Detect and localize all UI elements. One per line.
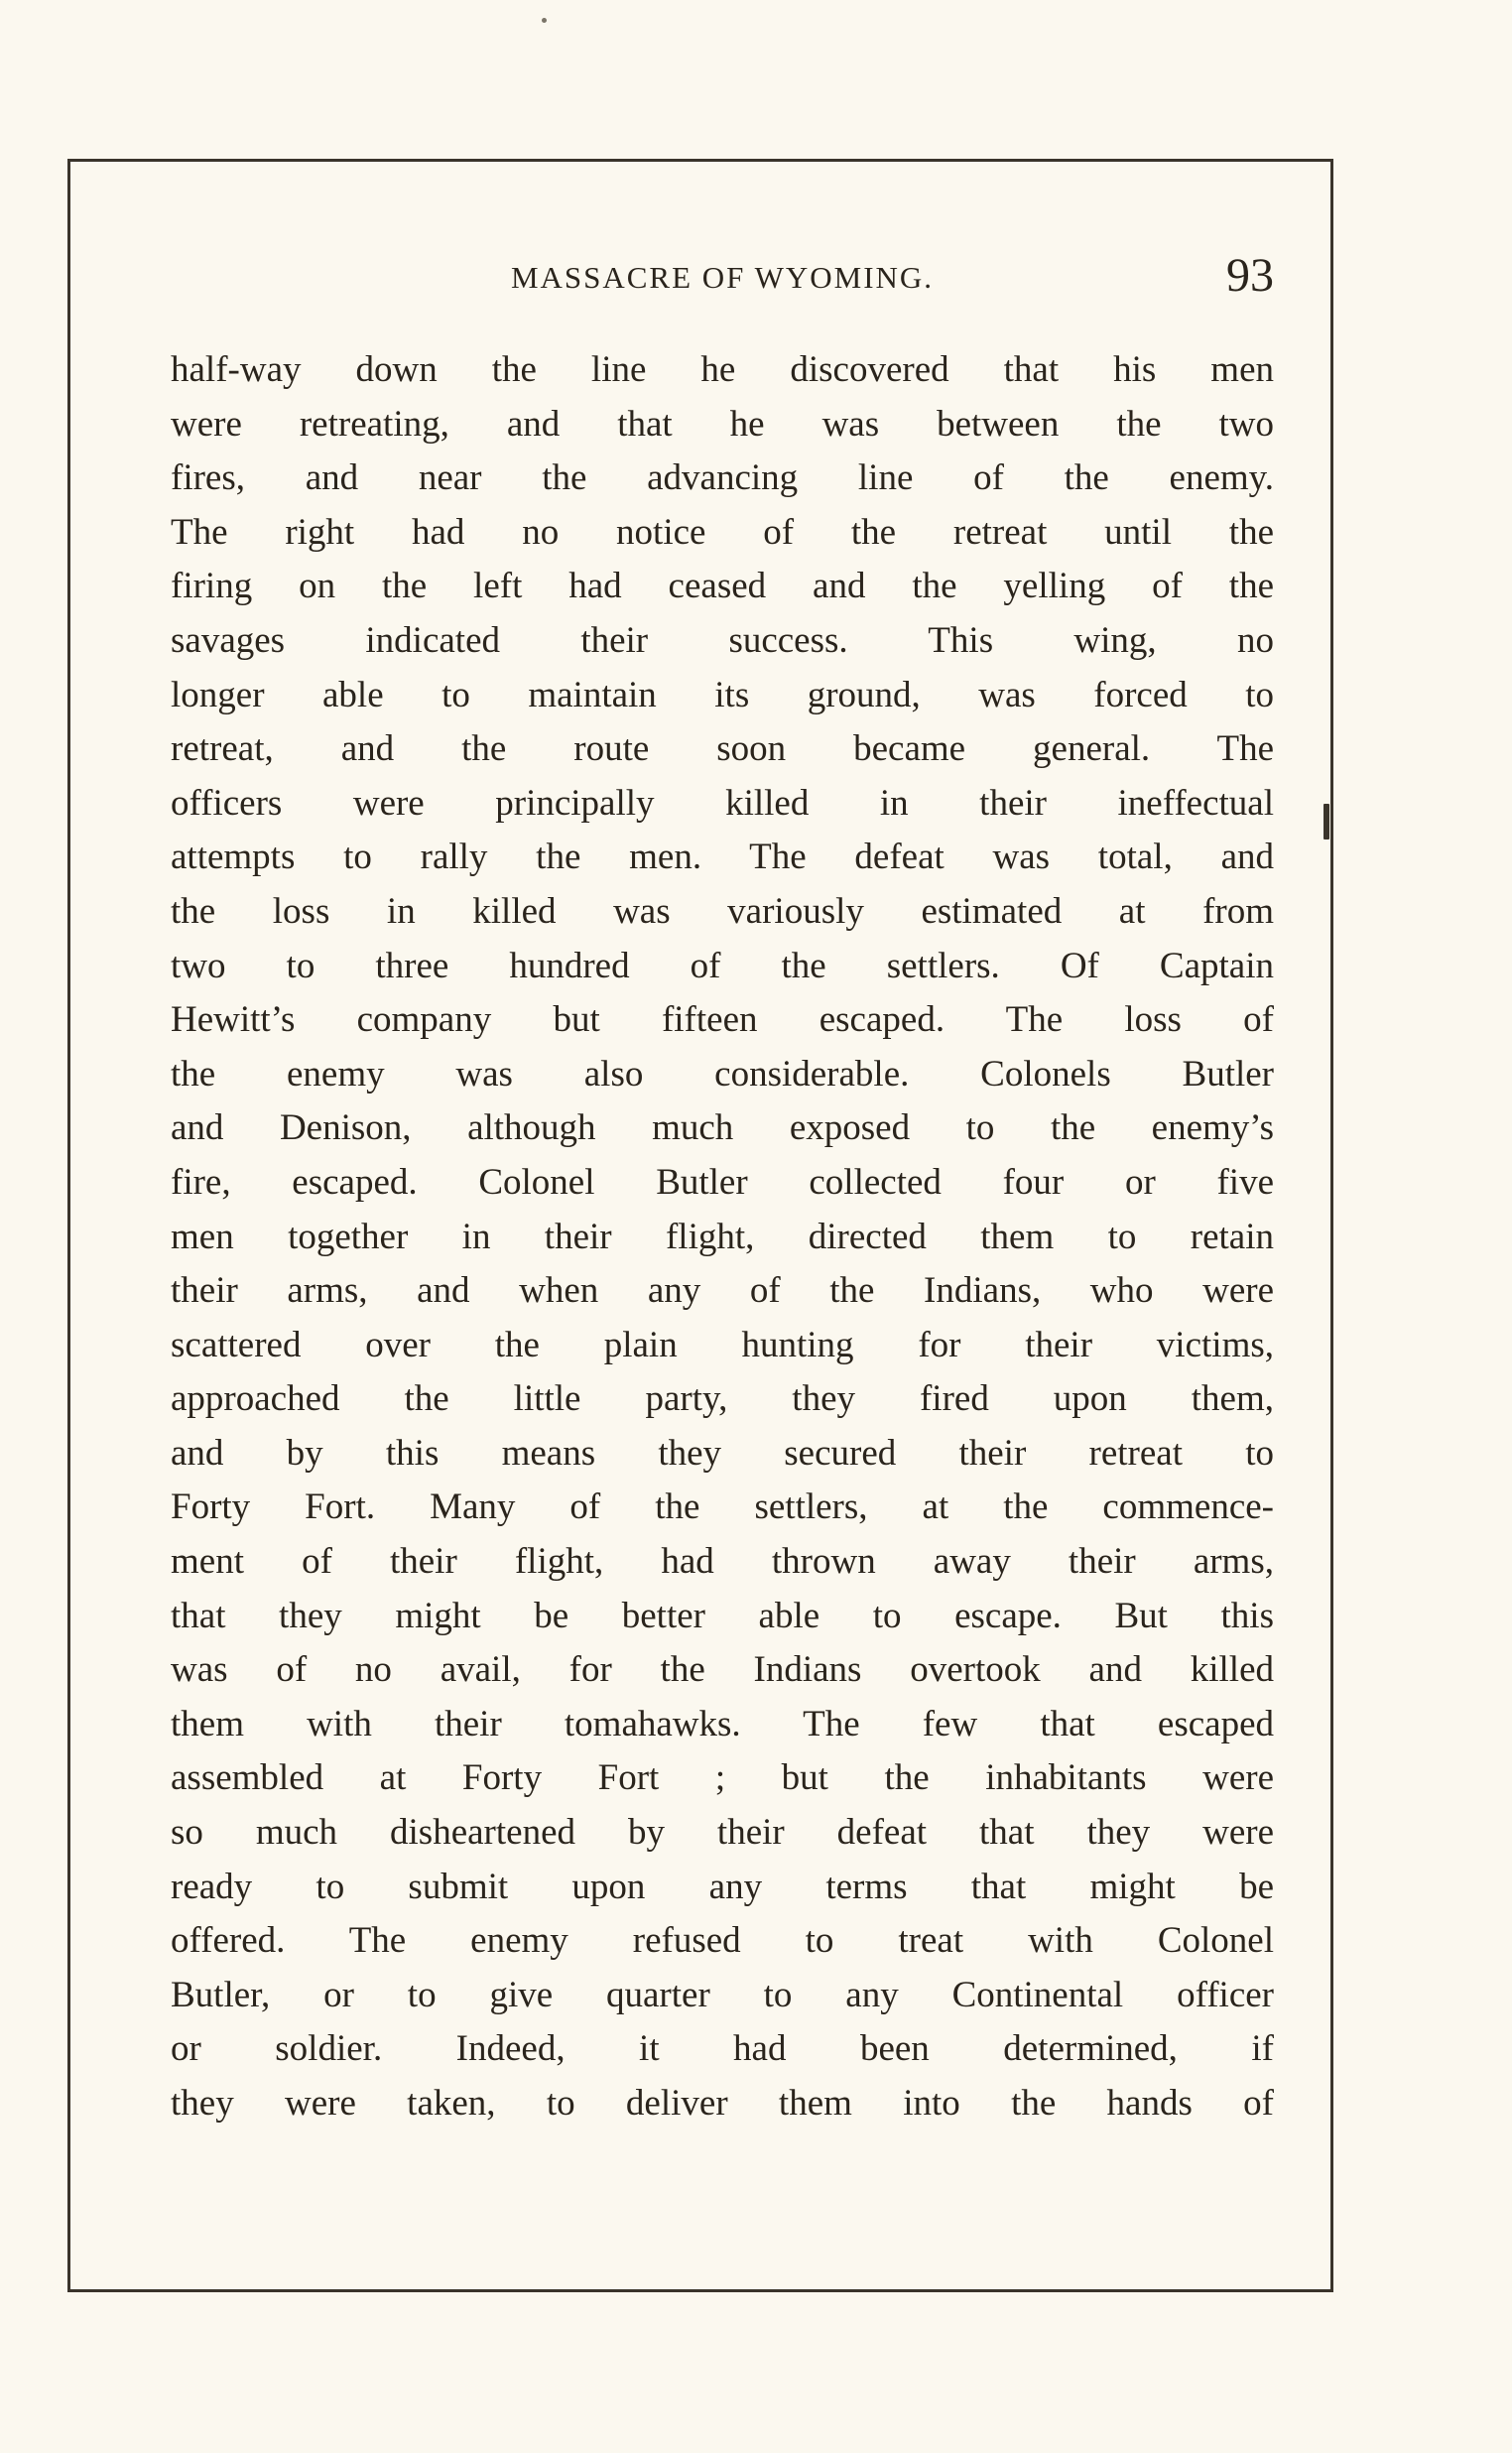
text-line: The right had no notice of the retreat until the (171, 511, 1274, 553)
text-line: attempts to rally the men. The defeat was total, and (171, 837, 1274, 878)
text-line: savages indicated their success. This wing, no (171, 619, 1274, 661)
text-line: Hewitt’s company but fifteen escaped. The loss of (171, 999, 1274, 1041)
page-number: 93 (1226, 249, 1274, 302)
text-line: approached the little party, they fired upon them, (171, 1378, 1274, 1420)
text-line: ment of their flight, had thrown away their arms, (171, 1541, 1274, 1583)
text-line: so much disheartened by their defeat that they were (171, 1812, 1274, 1854)
text-line: assembled at Forty Fort ; but the inhabitants were (171, 1757, 1274, 1799)
text-line: and Denison, although much exposed to the enemy’s (171, 1107, 1274, 1149)
ink-speck (542, 18, 547, 23)
text-line: fires, and near the advancing line of the enemy. (171, 457, 1274, 499)
text-line: their arms, and when any of the Indians, who were (171, 1270, 1274, 1312)
text-line: ready to submit upon any terms that might be (171, 1866, 1274, 1907)
text-line: or soldier. Indeed, it had been determined, if (171, 2028, 1274, 2070)
running-title: MASSACRE OF WYOMING. (510, 260, 935, 295)
text-line: fire, escaped. Colonel Butler collected four or five (171, 1161, 1274, 1203)
text-line: Forty Fort. Many of the settlers, at the commence- (171, 1486, 1274, 1528)
body-text (171, 343, 1274, 2131)
text-line: half-way down the line he discovered that his men (171, 349, 1274, 390)
text-line: two to three hundred of the settlers. Of Captain (171, 945, 1274, 986)
text-line: retreat, and the route soon became general. The (171, 728, 1274, 770)
text-line: firing on the left had ceased and the yelling of the (171, 566, 1274, 607)
text-line: officers were principally killed in their ineffectual (171, 782, 1274, 824)
margin-ink-mark (1323, 804, 1329, 839)
text-line: men together in their flight, directed them to retain (171, 1216, 1274, 1257)
text-line: the loss in killed was variously estimated at from (171, 890, 1274, 932)
text-line: scattered over the plain hunting for their victims, (171, 1324, 1274, 1365)
text-line: longer able to maintain its ground, was forced to (171, 674, 1274, 715)
running-head (171, 248, 1274, 308)
text-line: they were taken, to deliver them into the hands of (171, 2083, 1274, 2124)
text-line: offered. The enemy refused to treat with Colonel (171, 1920, 1274, 1962)
text-line: them with their tomahawks. The few that escaped (171, 1703, 1274, 1744)
text-line: and by this means they secured their retreat to (171, 1432, 1274, 1474)
text-line: that they might be better able to escape. But this (171, 1595, 1274, 1636)
text-line: were retreating, and that he was between the two (171, 403, 1274, 445)
text-line: the enemy was also considerable. Colonels Butler (171, 1053, 1274, 1095)
text-line: was of no avail, for the Indians overtook and killed (171, 1649, 1274, 1691)
text-line: Butler, or to give quarter to any Continental officer (171, 1974, 1274, 2015)
